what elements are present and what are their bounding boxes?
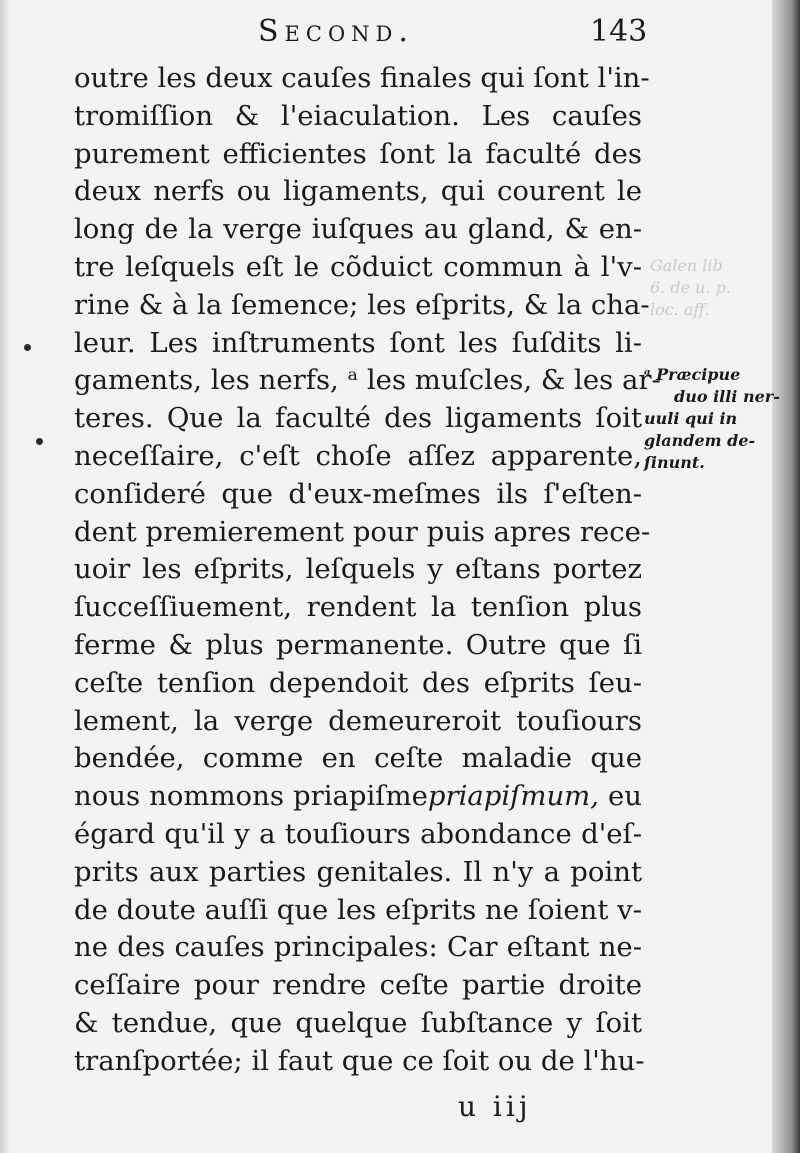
text-line: lement, la verge demeureroit touſiours (74, 704, 642, 737)
binding-gutter (772, 0, 800, 1153)
text-line: tre leſquels eſt le cõduict commun à l'v- (74, 250, 642, 283)
text-line: uoir les eſprits, leſquels y eſtans portez (74, 553, 642, 586)
text-line: conſideré que d'eux-meſmes ils ſ'eſten- (74, 477, 642, 510)
ghost-line: loc. aff. (650, 300, 710, 319)
text-line: ne des cauſes principales: Car eſtant ne- (74, 931, 642, 964)
text-line: long de la verge iuſques au gland, & en- (74, 213, 642, 246)
ink-speck (24, 344, 31, 351)
text-line: ceſte tenſion dependoit des eſprits ſeu- (74, 666, 642, 699)
text-line: neceſſaire, c'eſt choſe aſſez apparente, (74, 439, 642, 472)
main-text-block (74, 60, 661, 1081)
text-line: égard qu'il y a touſiours abondance d'eſ- (74, 817, 642, 850)
latin-gloss: priapiſmum, (427, 780, 599, 813)
roman-segment: nous nommons priapiſme (74, 780, 428, 813)
marginal-line: uuli qui in (644, 409, 738, 428)
text-line: outre les deux cauſes finales qui ſont l'in- (74, 62, 650, 94)
bleed-through-note (650, 255, 770, 321)
text-line: & tendue, que quelque ſubſtance y ſoit (74, 1006, 642, 1039)
text-line: bendée, comme en ceſte maladie que (74, 742, 642, 775)
ghost-line: Galen lib (650, 256, 723, 275)
text-line: tranſportée; il faut que ce ſoit ou de l'hu- (74, 1044, 645, 1077)
text-line: purement efficientes ſont la faculté des (74, 137, 642, 170)
roman-segment: eu (598, 780, 642, 813)
running-head: Second. (258, 14, 414, 49)
marginal-note (644, 364, 780, 474)
text-line: deux nerfs ou ligaments, qui courent le (74, 175, 642, 208)
ink-speck (36, 438, 43, 445)
text-line: ferme & plus permanente. Outre que ſi (74, 628, 642, 661)
marginal-line: ſinunt. (644, 453, 705, 472)
text-line: gaments, les nerfs, ᵃ les muſcles, & les ar- (74, 364, 661, 397)
page-edge-shadow (0, 0, 10, 1153)
ghost-line: 6. de u. p. (650, 278, 731, 297)
text-line: ſucceſſiuement, rendent la tenſion plus (74, 591, 642, 624)
text-line: de doute auſſi que les eſprits ne ſoient v- (74, 893, 642, 926)
marginal-line: ᵃ Præcipue (644, 365, 741, 384)
marginal-line: glandem de- (644, 431, 756, 450)
signature-mark: u iij (458, 1090, 532, 1123)
text-line: ceſſaire pour rendre ceſte partie droite (74, 969, 642, 1002)
text-line: dent premierement pour puis apres rece- (74, 515, 651, 548)
text-line: leur. Les inſtruments ſont les ſuſdits li- (74, 326, 642, 359)
text-line: teres. Que la faculté des ligaments ſoit (74, 402, 642, 435)
page-number: 143 (590, 14, 648, 49)
marginal-line: duo illi ner- (674, 387, 780, 406)
text-line: rine & à la ſemence; les eſprits, & la cha- (74, 288, 650, 321)
text-line: tromiſſion & l'eiaculation. Les cauſes (74, 99, 642, 132)
text-line-mixed (74, 778, 642, 816)
text-line: prits aux parties genitales. Il n'y a point (74, 855, 642, 888)
